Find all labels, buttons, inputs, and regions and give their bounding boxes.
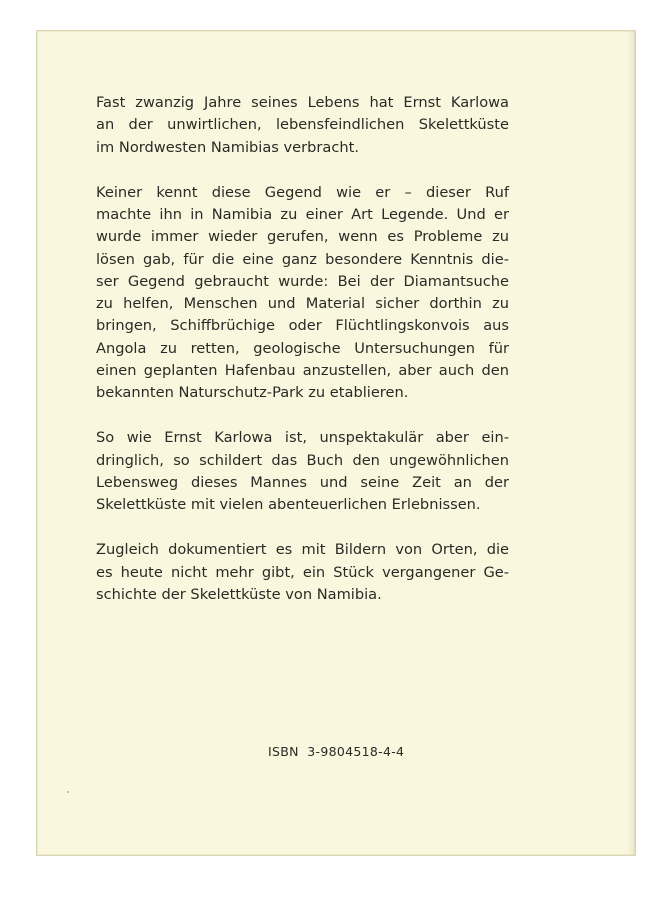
text-line: im Nordwesten Namibias verbracht. bbox=[96, 138, 359, 156]
text-line: ser Gegend gebraucht wurde: Bei der Diamantsuche bbox=[96, 272, 509, 290]
text-line: Zugleich dokumentiert es mit Bildern von Orten, die bbox=[96, 541, 509, 559]
text-line: Keiner kennt diese Gegend wie er – dieser Ruf bbox=[96, 183, 509, 201]
text-line: Angola zu retten, geologische Untersuchungen für bbox=[96, 339, 509, 357]
text-line: machte ihn in Namibia zu einer Art Legende. Und er bbox=[96, 205, 509, 223]
isbn-number: ISBN 3-9804518-4-4 bbox=[268, 744, 405, 759]
text-line: dringlich, so schildert das Buch den ungewöhnlichen bbox=[96, 451, 509, 469]
text-line: Skelettküste mit vielen abenteuerlichen Erlebnissen. bbox=[96, 496, 481, 514]
blurb-paragraph-3 bbox=[96, 427, 509, 516]
text-line: einen geplanten Hafenbau anzustellen, aber auch den bbox=[96, 362, 509, 380]
blurb-paragraph-2 bbox=[96, 182, 509, 405]
text-line: lösen gab, für die eine ganz besondere Kenntnis die- bbox=[96, 250, 509, 268]
blurb-paragraph-4 bbox=[96, 539, 509, 606]
text-line: es heute nicht mehr gibt, ein Stück vergangener Ge- bbox=[96, 563, 509, 581]
text-line: bringen, Schiffbrüchige oder Flüchtlingskonvois aus bbox=[96, 317, 509, 335]
text-line: So wie Ernst Karlowa ist, unspektakulär aber ein- bbox=[96, 429, 509, 447]
text-line: an der unwirtlichen, lebensfeindlichen Skelettküste bbox=[96, 116, 509, 134]
paper-speck bbox=[67, 791, 69, 793]
blurb-text bbox=[96, 92, 509, 629]
text-line: Lebensweg dieses Mannes und seine Zeit an der bbox=[96, 474, 509, 492]
text-line: Fast zwanzig Jahre seines Lebens hat Ernst Karlowa bbox=[96, 94, 509, 111]
blurb-paragraph-1 bbox=[96, 92, 509, 159]
text-line: bekannten Naturschutz-Park zu etablieren. bbox=[96, 384, 409, 402]
text-line: schichte der Skelettküste von Namibia. bbox=[96, 586, 382, 604]
text-line: zu helfen, Menschen und Material sicher dorthin zu bbox=[96, 295, 509, 313]
cover-edge-shadow bbox=[627, 31, 635, 855]
text-line: wurde immer wieder gerufen, wenn es Probleme zu bbox=[96, 228, 509, 246]
